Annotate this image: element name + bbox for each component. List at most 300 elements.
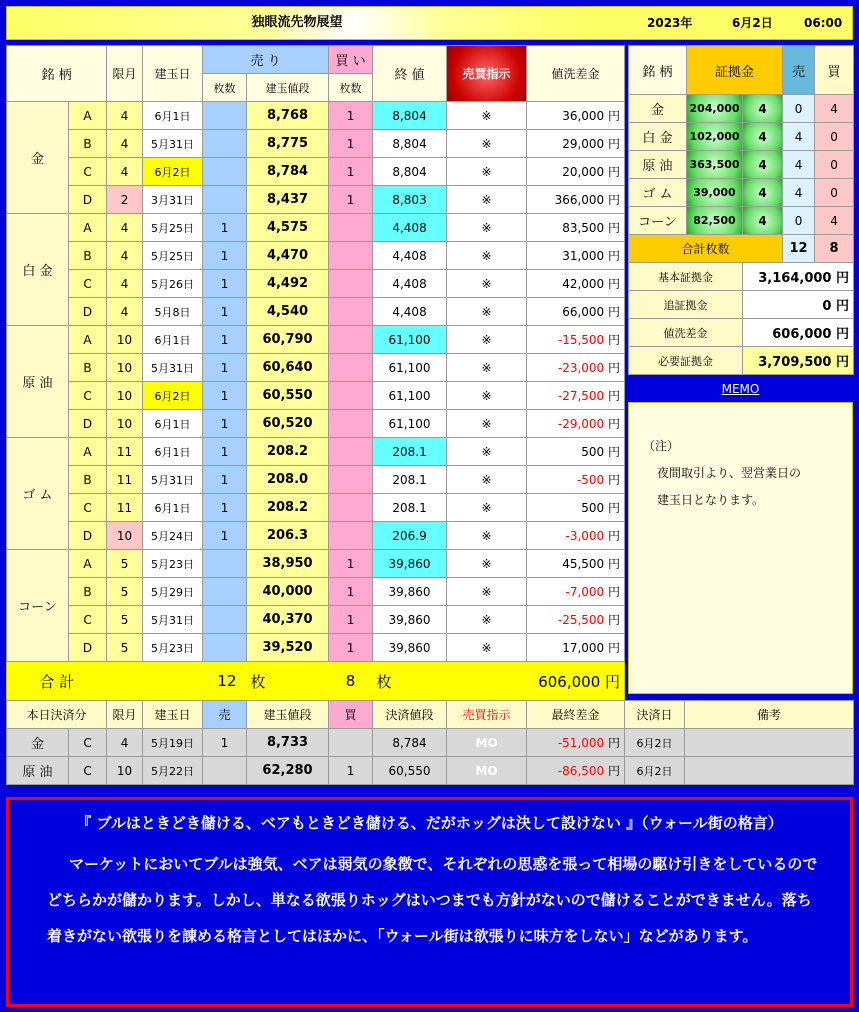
mp-name: ゴ ム [629,179,687,207]
position-row [7,102,625,130]
row-lim: 4 [107,130,143,158]
position-row [7,242,625,270]
st-key: C [69,757,107,785]
memo-line-2: 夜間取引より、翌営業日の [657,466,802,480]
row-close: 4,408 [373,270,447,298]
mp-header-buy: 買 [815,46,854,95]
row-date: 5月31日 [143,466,203,494]
row-price: 8,768 [247,102,329,130]
row-close: 8,803 [373,186,447,214]
row-diff: 45,500 円 [527,550,625,578]
row-diff: -25,500 円 [527,606,625,634]
header-gengetsu: 限月 [107,46,143,102]
row-date: 5月25日 [143,214,203,242]
position-row [7,410,625,438]
row-buy-count: 1 [329,606,373,634]
total-sell-count: 12 [107,662,247,701]
position-row [7,354,625,382]
row-buy-count: 1 [329,550,373,578]
row-sell-count: 1 [203,522,247,550]
row-close: 61,100 [373,354,447,382]
margin-row [629,207,854,235]
row-close: 4,408 [373,214,447,242]
row-close: 39,860 [373,578,447,606]
row-key: C [69,270,107,298]
mp-summary-value: 3,164,000 円 [743,263,854,291]
row-sell-count: 1 [203,354,247,382]
st-header-signal: 売買指示 [447,701,527,729]
row-key: C [69,382,107,410]
row-diff: -500 円 [527,466,625,494]
st-buy: 1 [329,757,373,785]
st-header-sell: 売 [203,701,247,729]
row-close: 8,804 [373,130,447,158]
position-row [7,494,625,522]
row-date: 5月23日 [143,550,203,578]
row-sell-count: 1 [203,494,247,522]
row-key: D [69,410,107,438]
mp-sell: 4 [783,179,815,207]
row-close: 61,100 [373,410,447,438]
row-diff: -29,000 円 [527,410,625,438]
mp-count: 4 [743,95,783,123]
row-close: 4,408 [373,298,447,326]
row-diff: 20,000 円 [527,158,625,186]
row-key: C [69,158,107,186]
settled-row [7,729,854,757]
header-tateguchi-bi: 建玉日 [143,46,203,102]
row-price: 8,784 [247,158,329,186]
row-lim: 10 [107,326,143,354]
mp-margin: 204,000 [687,95,743,123]
row-buy-count: 1 [329,158,373,186]
row-signal: ※ [447,382,527,410]
row-sell-count: 1 [203,410,247,438]
mp-buy: 0 [815,179,854,207]
position-row [7,606,625,634]
st-buy [329,729,373,757]
position-row [7,214,625,242]
row-price: 60,550 [247,382,329,410]
row-key: B [69,242,107,270]
row-signal: ※ [447,550,527,578]
row-date: 5月23日 [143,634,203,662]
row-signal: ※ [447,186,527,214]
row-close: 39,860 [373,550,447,578]
mp-summary-label: 基本証拠金 [629,263,743,291]
mp-summary-label: 追証拠金 [629,291,743,319]
row-key: D [69,186,107,214]
position-row [7,186,625,214]
mp-margin: 39,000 [687,179,743,207]
mp-name: 原 油 [629,151,687,179]
margin-summary-row [629,263,854,291]
row-price: 60,520 [247,410,329,438]
row-date: 6月2日 [143,158,203,186]
row-sell-count [203,130,247,158]
row-diff: -7,000 円 [527,578,625,606]
row-sell-count: 1 [203,466,247,494]
row-key: A [69,326,107,354]
mp-margin: 363,500 [687,151,743,179]
row-buy-count [329,298,373,326]
mp-sell: 0 [783,95,815,123]
row-diff: 500 円 [527,494,625,522]
total-label: 合 計 [7,662,107,701]
row-signal: ※ [447,214,527,242]
row-signal: ※ [447,606,527,634]
row-key: A [69,438,107,466]
st-name: 原 油 [7,757,69,785]
row-price: 8,437 [247,186,329,214]
row-lim: 10 [107,410,143,438]
header-sell-count: 枚数 [203,74,247,102]
row-lim: 5 [107,578,143,606]
st-key: C [69,729,107,757]
quote-body: マーケットにおいてブルは強気、ベアは弱気の象徴で、それぞれの思惑を張って相場の駆け引きをしているのでどちらかが儲かります。しかし、単なる欲張りホッグはいつまでも方針がないので儲けることができません。落ち着きがない欲張りを諌める格言としてはほかに、「ウォール街は欲張りに味方をしない」などがあります。 [47,855,818,945]
row-close: 39,860 [373,606,447,634]
row-date: 5月31日 [143,130,203,158]
header-buy: 買 い [329,46,373,74]
row-price: 39,520 [247,634,329,662]
row-diff: 366,000 円 [527,186,625,214]
row-buy-count: 1 [329,186,373,214]
row-buy-count [329,522,373,550]
margin-row [629,179,854,207]
row-key: A [69,550,107,578]
row-price: 208.2 [247,438,329,466]
quote-title: 『 ブルはときどき儲ける、ベアもときどき儲ける、だがホッグは決して設けない 』（ウォール街の格言） [76,814,783,832]
total-diff: 606,000 円 [527,662,625,701]
row-lim: 5 [107,606,143,634]
mp-buy: 4 [815,207,854,235]
row-sell-count: 1 [203,298,247,326]
header-buy-count: 枚数 [329,74,373,102]
row-close: 8,804 [373,158,447,186]
mp-total-buy: 8 [815,235,854,263]
row-buy-count: 1 [329,634,373,662]
st-sell [203,757,247,785]
row-key: B [69,466,107,494]
st-header-final: 最終差金 [527,701,625,729]
mp-buy: 0 [815,123,854,151]
header-time: 06:00 [804,16,843,30]
row-lim: 5 [107,634,143,662]
header-sell: 売 り [203,46,329,74]
st-settle: 60,550 [373,757,447,785]
header-meigara: 銘 柄 [7,46,107,102]
row-buy-count [329,214,373,242]
st-price: 62,280 [247,757,329,785]
margin-summary-row [629,347,854,375]
row-signal: ※ [447,242,527,270]
st-header-date: 建玉日 [143,701,203,729]
row-signal: ※ [447,130,527,158]
row-key: D [69,634,107,662]
row-close: 208.1 [373,494,447,522]
row-signal: ※ [447,270,527,298]
row-diff: 500 円 [527,438,625,466]
row-buy-count [329,494,373,522]
row-diff: 83,500 円 [527,214,625,242]
settled-table [6,700,854,785]
st-lim: 10 [107,757,143,785]
row-close: 39,860 [373,634,447,662]
header-price: 建玉値段 [247,74,329,102]
mp-total-sell: 12 [783,235,815,263]
row-close: 8,804 [373,102,447,130]
mp-header-margin: 証拠金 [687,46,783,95]
row-price: 206.3 [247,522,329,550]
position-row [7,522,625,550]
position-row [7,298,625,326]
positions-table [6,45,625,701]
st-date: 5月19日 [143,729,203,757]
mp-total-label: 合計枚数 [629,235,783,263]
mp-name: コーン [629,207,687,235]
row-buy-count: 1 [329,578,373,606]
row-lim: 4 [107,298,143,326]
row-date: 5月25日 [143,242,203,270]
mp-name: 白 金 [629,123,687,151]
quote-box [6,797,853,1007]
row-signal: ※ [447,578,527,606]
row-diff: 29,000 円 [527,130,625,158]
row-close: 208.1 [373,438,447,466]
mp-summary-value: 606,000 円 [743,319,854,347]
mp-header-meigara: 銘 柄 [629,46,687,95]
row-signal: ※ [447,522,527,550]
row-buy-count [329,242,373,270]
row-diff: -27,500 円 [527,382,625,410]
row-buy-count: 1 [329,130,373,158]
memo-box [628,402,853,694]
margin-row [629,95,854,123]
mp-count: 4 [743,207,783,235]
row-date: 3月31日 [143,186,203,214]
row-key: C [69,494,107,522]
position-row [7,578,625,606]
st-header-settle: 決済値段 [373,701,447,729]
mp-buy: 0 [815,151,854,179]
row-price: 60,640 [247,354,329,382]
row-date: 6月1日 [143,494,203,522]
row-price: 40,370 [247,606,329,634]
row-key: D [69,522,107,550]
row-sell-count [203,634,247,662]
memo-line-1: （注） [643,439,680,453]
row-price: 8,775 [247,130,329,158]
row-price: 4,470 [247,242,329,270]
row-close: 206.9 [373,522,447,550]
row-date: 6月1日 [143,102,203,130]
row-date: 5月31日 [143,354,203,382]
mp-sell: 4 [783,151,815,179]
row-diff: -15,500 円 [527,326,625,354]
row-buy-count [329,382,373,410]
st-lim: 4 [107,729,143,757]
row-lim: 11 [107,494,143,522]
row-lim: 11 [107,438,143,466]
row-signal: ※ [447,410,527,438]
position-row [7,438,625,466]
row-price: 208.0 [247,466,329,494]
header-nesen: 値洗差金 [527,46,625,102]
row-sell-count [203,186,247,214]
row-close: 61,100 [373,382,447,410]
row-buy-count [329,438,373,466]
row-sell-count [203,550,247,578]
row-price: 60,790 [247,326,329,354]
row-lim: 11 [107,466,143,494]
row-sell-count: 1 [203,382,247,410]
row-date: 5月26日 [143,270,203,298]
row-key: A [69,102,107,130]
row-date: 6月1日 [143,410,203,438]
row-signal: ※ [447,634,527,662]
header-year: 2023年 [647,16,693,30]
row-sell-count: 1 [203,270,247,298]
st-header-lim: 限月 [107,701,143,729]
mp-summary-value: 3,709,500 円 [743,347,854,375]
st-settle: 8,784 [373,729,447,757]
row-signal: ※ [447,438,527,466]
st-signal: MO [447,757,527,785]
row-price: 38,950 [247,550,329,578]
header-signal: 売買指示 [447,46,527,102]
mp-summary-label: 必要証拠金 [629,347,743,375]
row-lim: 4 [107,102,143,130]
row-key: C [69,606,107,634]
st-header-buy: 買 [329,701,373,729]
title-bar [6,6,853,40]
row-diff: 31,000 円 [527,242,625,270]
row-buy-count [329,326,373,354]
group-name: ゴ ム [7,438,69,550]
row-diff: -23,000 円 [527,354,625,382]
margin-summary-row [629,291,854,319]
row-signal: ※ [447,494,527,522]
total-row [7,662,625,701]
row-key: B [69,130,107,158]
position-row [7,326,625,354]
margin-summary-row [629,319,854,347]
row-price: 208.2 [247,494,329,522]
st-header-settle-date: 決済日 [625,701,685,729]
group-name: 金 [7,102,69,214]
row-date: 5月29日 [143,578,203,606]
mp-name: 金 [629,95,687,123]
margin-row [629,123,854,151]
group-name: 原 油 [7,326,69,438]
mp-count: 4 [743,151,783,179]
row-price: 4,575 [247,214,329,242]
row-sell-count [203,578,247,606]
position-row [7,382,625,410]
row-sell-count [203,158,247,186]
row-sell-count [203,606,247,634]
header-date: 6月2日 [732,16,773,30]
position-row [7,550,625,578]
row-lim: 4 [107,158,143,186]
row-lim: 4 [107,242,143,270]
row-signal: ※ [447,466,527,494]
row-buy-count [329,270,373,298]
memo-link[interactable]: MEMO [721,382,760,396]
group-name: コーン [7,550,69,662]
row-date: 5月24日 [143,522,203,550]
st-settle-date: 6月2日 [625,757,685,785]
position-row [7,270,625,298]
row-lim: 5 [107,550,143,578]
mp-summary-value: 0 円 [743,291,854,319]
total-buy-unit: 枚 [373,662,447,701]
row-key: B [69,354,107,382]
st-sell: 1 [203,729,247,757]
mp-count: 4 [743,179,783,207]
row-lim: 2 [107,186,143,214]
position-row [7,466,625,494]
row-lim: 4 [107,214,143,242]
row-diff: 42,000 円 [527,270,625,298]
total-sell-unit: 枚 [247,662,329,701]
row-buy-count [329,466,373,494]
mp-sell: 0 [783,207,815,235]
st-final: -86,500 円 [527,757,625,785]
mp-margin: 82,500 [687,207,743,235]
group-name: 白 金 [7,214,69,326]
row-lim: 10 [107,382,143,410]
memo-line-3: 建玉日となります。 [657,493,765,507]
mp-count: 4 [743,123,783,151]
row-key: B [69,578,107,606]
page-title: 独眼流先物展望 [7,7,587,39]
margin-row [629,151,854,179]
row-diff: 17,000 円 [527,634,625,662]
row-date: 6月2日 [143,382,203,410]
row-signal: ※ [447,326,527,354]
mp-summary-label: 値洗差金 [629,319,743,347]
settled-row [7,757,854,785]
row-close: 208.1 [373,466,447,494]
row-date: 6月1日 [143,438,203,466]
mp-header-sell: 売 [783,46,815,95]
row-signal: ※ [447,102,527,130]
row-close: 4,408 [373,242,447,270]
row-lim: 4 [107,270,143,298]
margin-panel [628,45,854,375]
row-price: 40,000 [247,578,329,606]
header-owarine: 終 値 [373,46,447,102]
row-diff: -3,000 円 [527,522,625,550]
row-diff: 36,000 円 [527,102,625,130]
st-final: -51,000 円 [527,729,625,757]
row-signal: ※ [447,354,527,382]
row-signal: ※ [447,158,527,186]
st-name: 金 [7,729,69,757]
row-price: 4,540 [247,298,329,326]
mp-buy: 4 [815,95,854,123]
row-lim: 10 [107,522,143,550]
row-buy-count: 1 [329,102,373,130]
row-date: 6月1日 [143,326,203,354]
st-header-note: 備考 [685,701,854,729]
position-row [7,130,625,158]
row-date: 5月31日 [143,606,203,634]
row-key: A [69,214,107,242]
row-buy-count [329,410,373,438]
row-date: 5月8日 [143,298,203,326]
